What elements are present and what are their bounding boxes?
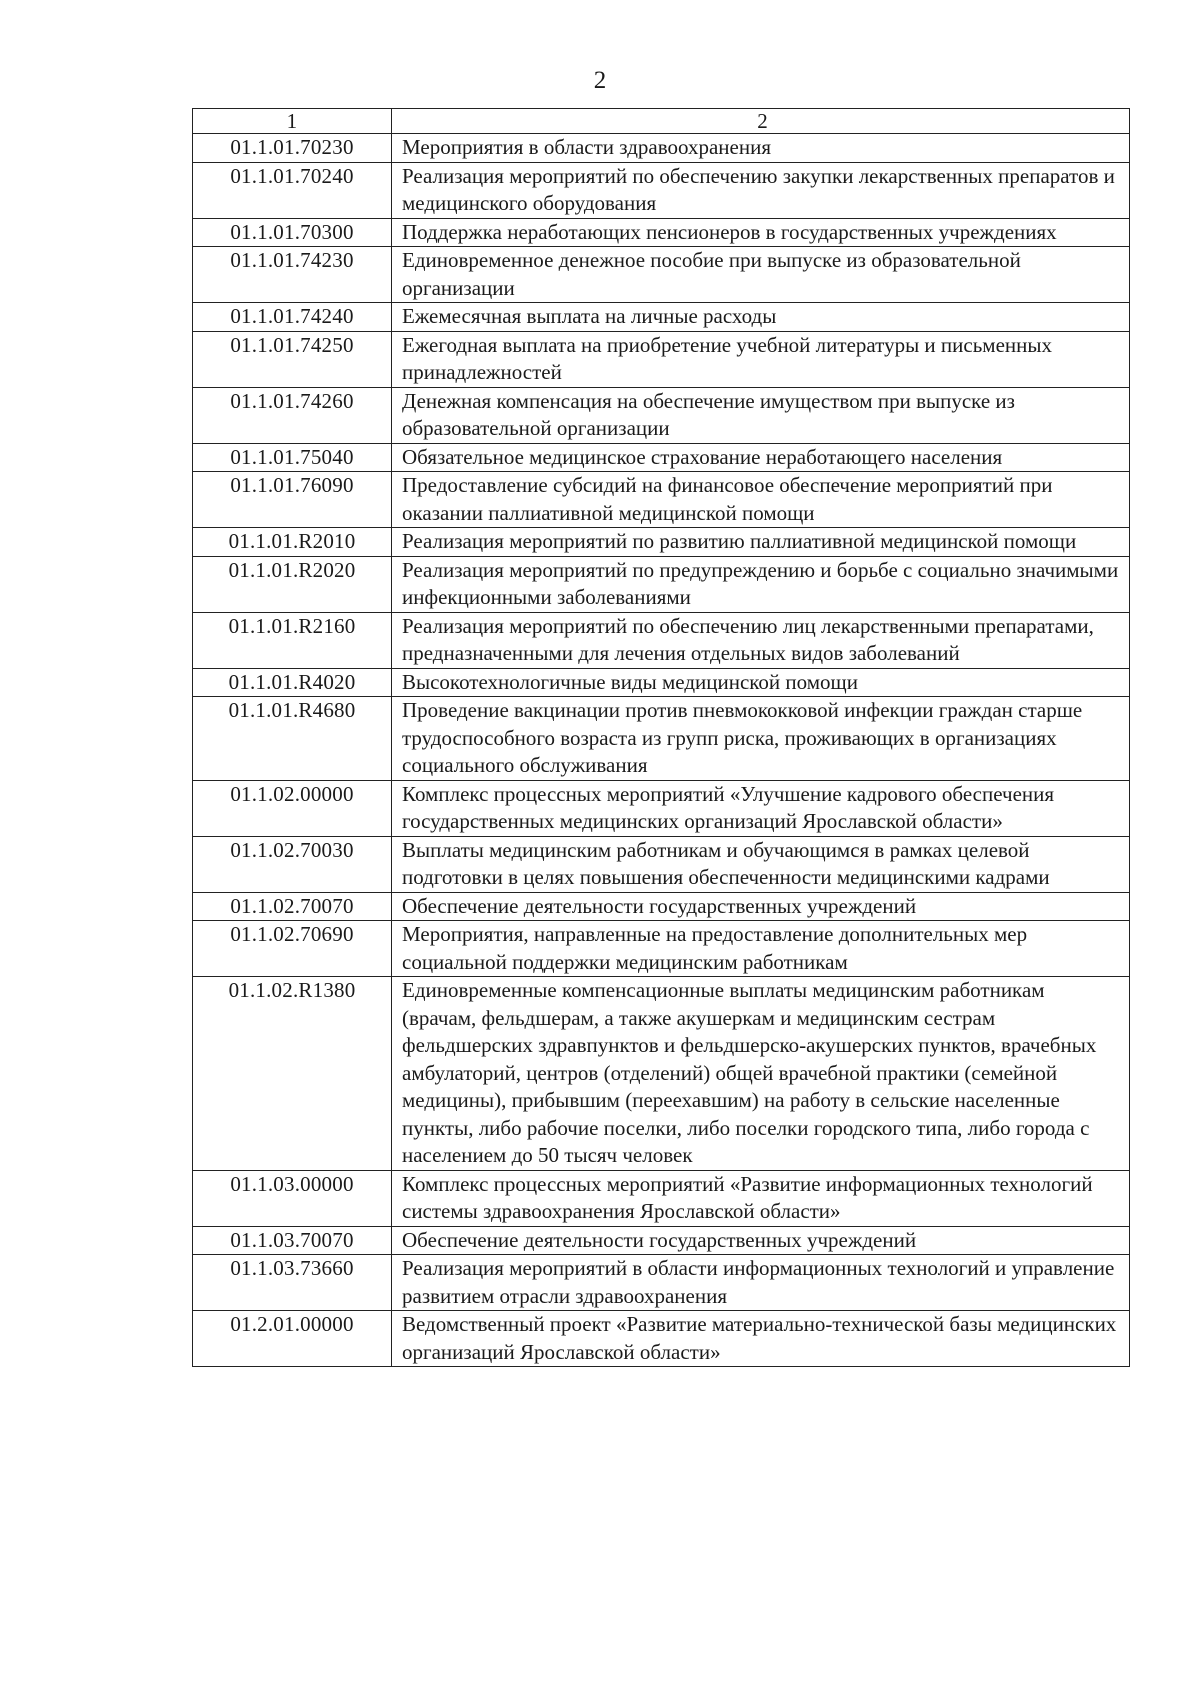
row-code: 01.1.02.R1380 (193, 977, 392, 1171)
table-row (193, 836, 1130, 892)
table-row (193, 556, 1130, 612)
row-code: 01.1.01.70230 (193, 134, 392, 163)
table-row (193, 1311, 1130, 1367)
row-description: Обеспечение деятельности государственных учреждений (392, 892, 1130, 921)
row-code: 01.1.01.74240 (193, 303, 392, 332)
row-code: 01.1.03.00000 (193, 1170, 392, 1226)
row-code: 01.1.02.70070 (193, 892, 392, 921)
table-row (193, 668, 1130, 697)
row-code: 01.1.01.R4020 (193, 668, 392, 697)
table-row (193, 612, 1130, 668)
row-description: Высокотехнологичные виды медицинской помощи (392, 668, 1130, 697)
table-row (193, 162, 1130, 218)
row-description: Проведение вакцинации против пневмококковой инфекции граждан старше трудоспособного возраста из групп риска, проживающих в организациях социального обслуживания (392, 697, 1130, 781)
row-code: 01.1.01.70240 (193, 162, 392, 218)
table-body (193, 109, 1130, 1367)
row-description: Комплекс процессных мероприятий «Развитие информационных технологий системы здравоохранения Ярославской области» (392, 1170, 1130, 1226)
row-description: Единовременное денежное пособие при выпуске из образовательной организации (392, 247, 1130, 303)
row-description: Реализация мероприятий по обеспечению лиц лекарственными препаратами, предназначенными для лечения отдельных видов заболеваний (392, 612, 1130, 668)
table-row (193, 218, 1130, 247)
row-description: Денежная компенсация на обеспечение имуществом при выпуске из образовательной организации (392, 387, 1130, 443)
table-row (193, 387, 1130, 443)
row-description: Единовременные компенсационные выплаты медицинским работникам (врачам, фельдшерам, а также акушеркам и медицинским сестрам фельдшерских здравпунктов и фельдшерско-акушерских пунктов, врачебных амбулаторий, центров (отделений) общей врачебной практики (семейной медицины), прибывшим (переехавшим) на работу в сельские населенные пункты, либо рабочие поселки, либо поселки городского типа, либо города с населением до 50 тысяч человек (392, 977, 1130, 1171)
row-code: 01.1.01.74250 (193, 331, 392, 387)
row-description: Реализация мероприятий в области информационных технологий и управление развитием отрасли здравоохранения (392, 1255, 1130, 1311)
row-description: Мероприятия, направленные на предоставление дополнительных мер социальной поддержки медицинским работникам (392, 921, 1130, 977)
row-code: 01.1.01.75040 (193, 443, 392, 472)
row-description: Комплекс процессных мероприятий «Улучшение кадрового обеспечения государственных медицинских организаций Ярославской области» (392, 780, 1130, 836)
table-row (193, 892, 1130, 921)
table-row (193, 921, 1130, 977)
row-code: 01.1.01.74260 (193, 387, 392, 443)
table-row (193, 1226, 1130, 1255)
row-code: 01.1.01.76090 (193, 472, 392, 528)
row-code: 01.1.03.73660 (193, 1255, 392, 1311)
row-code: 01.1.01.74230 (193, 247, 392, 303)
row-description: Выплаты медицинским работникам и обучающимся в рамках целевой подготовки в целях повышения обеспеченности медицинскими кадрами (392, 836, 1130, 892)
column-header-code: 1 (193, 109, 392, 134)
row-description: Ежемесячная выплата на личные расходы (392, 303, 1130, 332)
table-row (193, 528, 1130, 557)
row-code: 01.1.03.70070 (193, 1226, 392, 1255)
table-row (193, 443, 1130, 472)
row-description: Реализация мероприятий по развитию паллиативной медицинской помощи (392, 528, 1130, 557)
page-number: 2 (593, 67, 607, 94)
row-code: 01.1.01.R2010 (193, 528, 392, 557)
row-description: Мероприятия в области здравоохранения (392, 134, 1130, 163)
budget-classification-table (192, 108, 1130, 1367)
row-code: 01.1.01.R4680 (193, 697, 392, 781)
row-description: Предоставление субсидий на финансовое обеспечение мероприятий при оказании паллиативной медицинской помощи (392, 472, 1130, 528)
row-description: Реализация мероприятий по предупреждению и борьбе с социально значимыми инфекционными заболеваниями (392, 556, 1130, 612)
column-header-description: 2 (392, 109, 1130, 134)
table-row (193, 780, 1130, 836)
row-code: 01.1.01.70300 (193, 218, 392, 247)
table-row (193, 134, 1130, 163)
table-row (193, 697, 1130, 781)
row-description: Ежегодная выплата на приобретение учебной литературы и письменных принадлежностей (392, 331, 1130, 387)
table-row (193, 331, 1130, 387)
row-code: 01.1.02.70690 (193, 921, 392, 977)
row-description: Ведомственный проект «Развитие материально-технической базы медицинских организаций Ярославской области» (392, 1311, 1130, 1367)
row-description: Обязательное медицинское страхование неработающего населения (392, 443, 1130, 472)
row-code: 01.2.01.00000 (193, 1311, 392, 1367)
row-code: 01.1.02.00000 (193, 780, 392, 836)
table-row (193, 1255, 1130, 1311)
table-row (193, 303, 1130, 332)
table-row (193, 977, 1130, 1171)
row-description: Обеспечение деятельности государственных учреждений (392, 1226, 1130, 1255)
table-row (193, 247, 1130, 303)
row-description: Реализация мероприятий по обеспечению закупки лекарственных препаратов и медицинского оборудования (392, 162, 1130, 218)
row-description: Поддержка неработающих пенсионеров в государственных учреждениях (392, 218, 1130, 247)
table-header-row (193, 109, 1130, 134)
row-code: 01.1.02.70030 (193, 836, 392, 892)
table-row (193, 472, 1130, 528)
row-code: 01.1.01.R2020 (193, 556, 392, 612)
row-code: 01.1.01.R2160 (193, 612, 392, 668)
table-row (193, 1170, 1130, 1226)
